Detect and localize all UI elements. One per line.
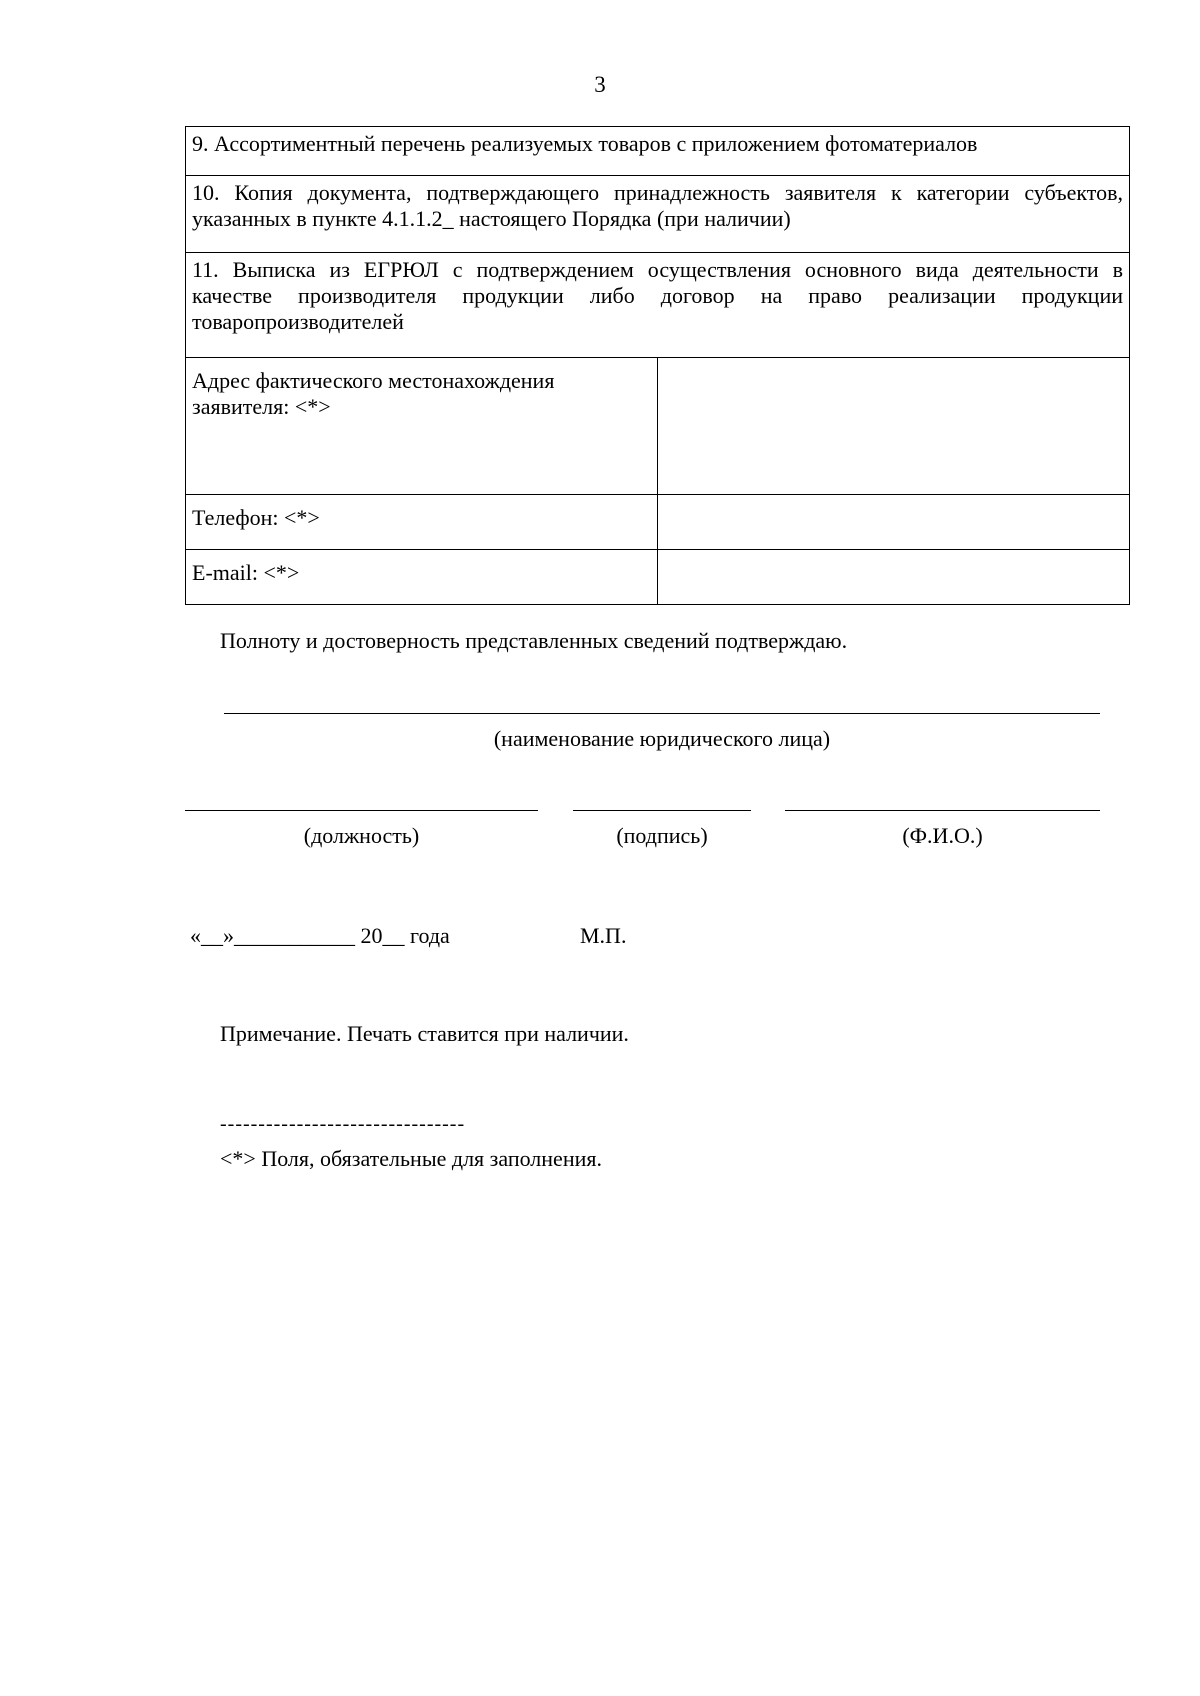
org-name-line[interactable]	[224, 713, 1100, 714]
page-number: 3	[594, 72, 606, 97]
confirmation-text: Полноту и достоверность представленных сведений подтверждаю.	[220, 628, 848, 653]
footnote-separator: --------------------------------	[220, 1113, 466, 1135]
address-label: Адрес фактического местонахождения заявителя: <*>	[186, 358, 658, 495]
stamp-placeholder: М.П.	[580, 923, 627, 948]
item-11-text: 11. Выписка из ЕГРЮЛ с подтверждением осуществления основного вида деятельности в качестве производителя продукции либо договор на право реализации продукции товаропроизводителей	[186, 253, 1130, 358]
signature-line[interactable]	[573, 810, 751, 811]
item-10-text: 10. Копия документа, подтверждающего принадлежность заявителя к категории субъектов, указанных в пункте 4.1.1.2_ настоящего Порядка (при наличии)	[186, 176, 1130, 253]
full-name-line[interactable]	[785, 810, 1100, 811]
table-row-email	[186, 550, 1130, 605]
position-caption: (должность)	[303, 823, 420, 848]
email-field[interactable]	[658, 550, 1130, 605]
address-field[interactable]	[658, 358, 1130, 495]
phone-field[interactable]	[658, 495, 1130, 550]
item-9-text: 9. Ассортиментный перечень реализуемых товаров с приложением фотоматериалов	[186, 127, 1130, 176]
email-label: E-mail: <*>	[186, 550, 658, 605]
note-text: Примечание. Печать ставится при наличии.	[220, 1021, 629, 1046]
table-row-item-10	[186, 176, 1130, 253]
table-row-item-9	[186, 127, 1130, 176]
phone-label: Телефон: <*>	[186, 495, 658, 550]
position-line[interactable]	[185, 810, 538, 811]
table-row-address	[186, 358, 1130, 495]
table-row-item-11	[186, 253, 1130, 358]
date-field[interactable]: «__»___________ 20__ года	[190, 923, 450, 948]
signature-caption: (подпись)	[616, 823, 708, 848]
footnote-text: <*> Поля, обязательные для заполнения.	[220, 1146, 602, 1171]
full-name-caption: (Ф.И.О.)	[902, 823, 983, 848]
table-row-phone	[186, 495, 1130, 550]
org-name-caption: (наименование юридического лица)	[493, 726, 831, 751]
application-form-table	[185, 126, 1130, 605]
